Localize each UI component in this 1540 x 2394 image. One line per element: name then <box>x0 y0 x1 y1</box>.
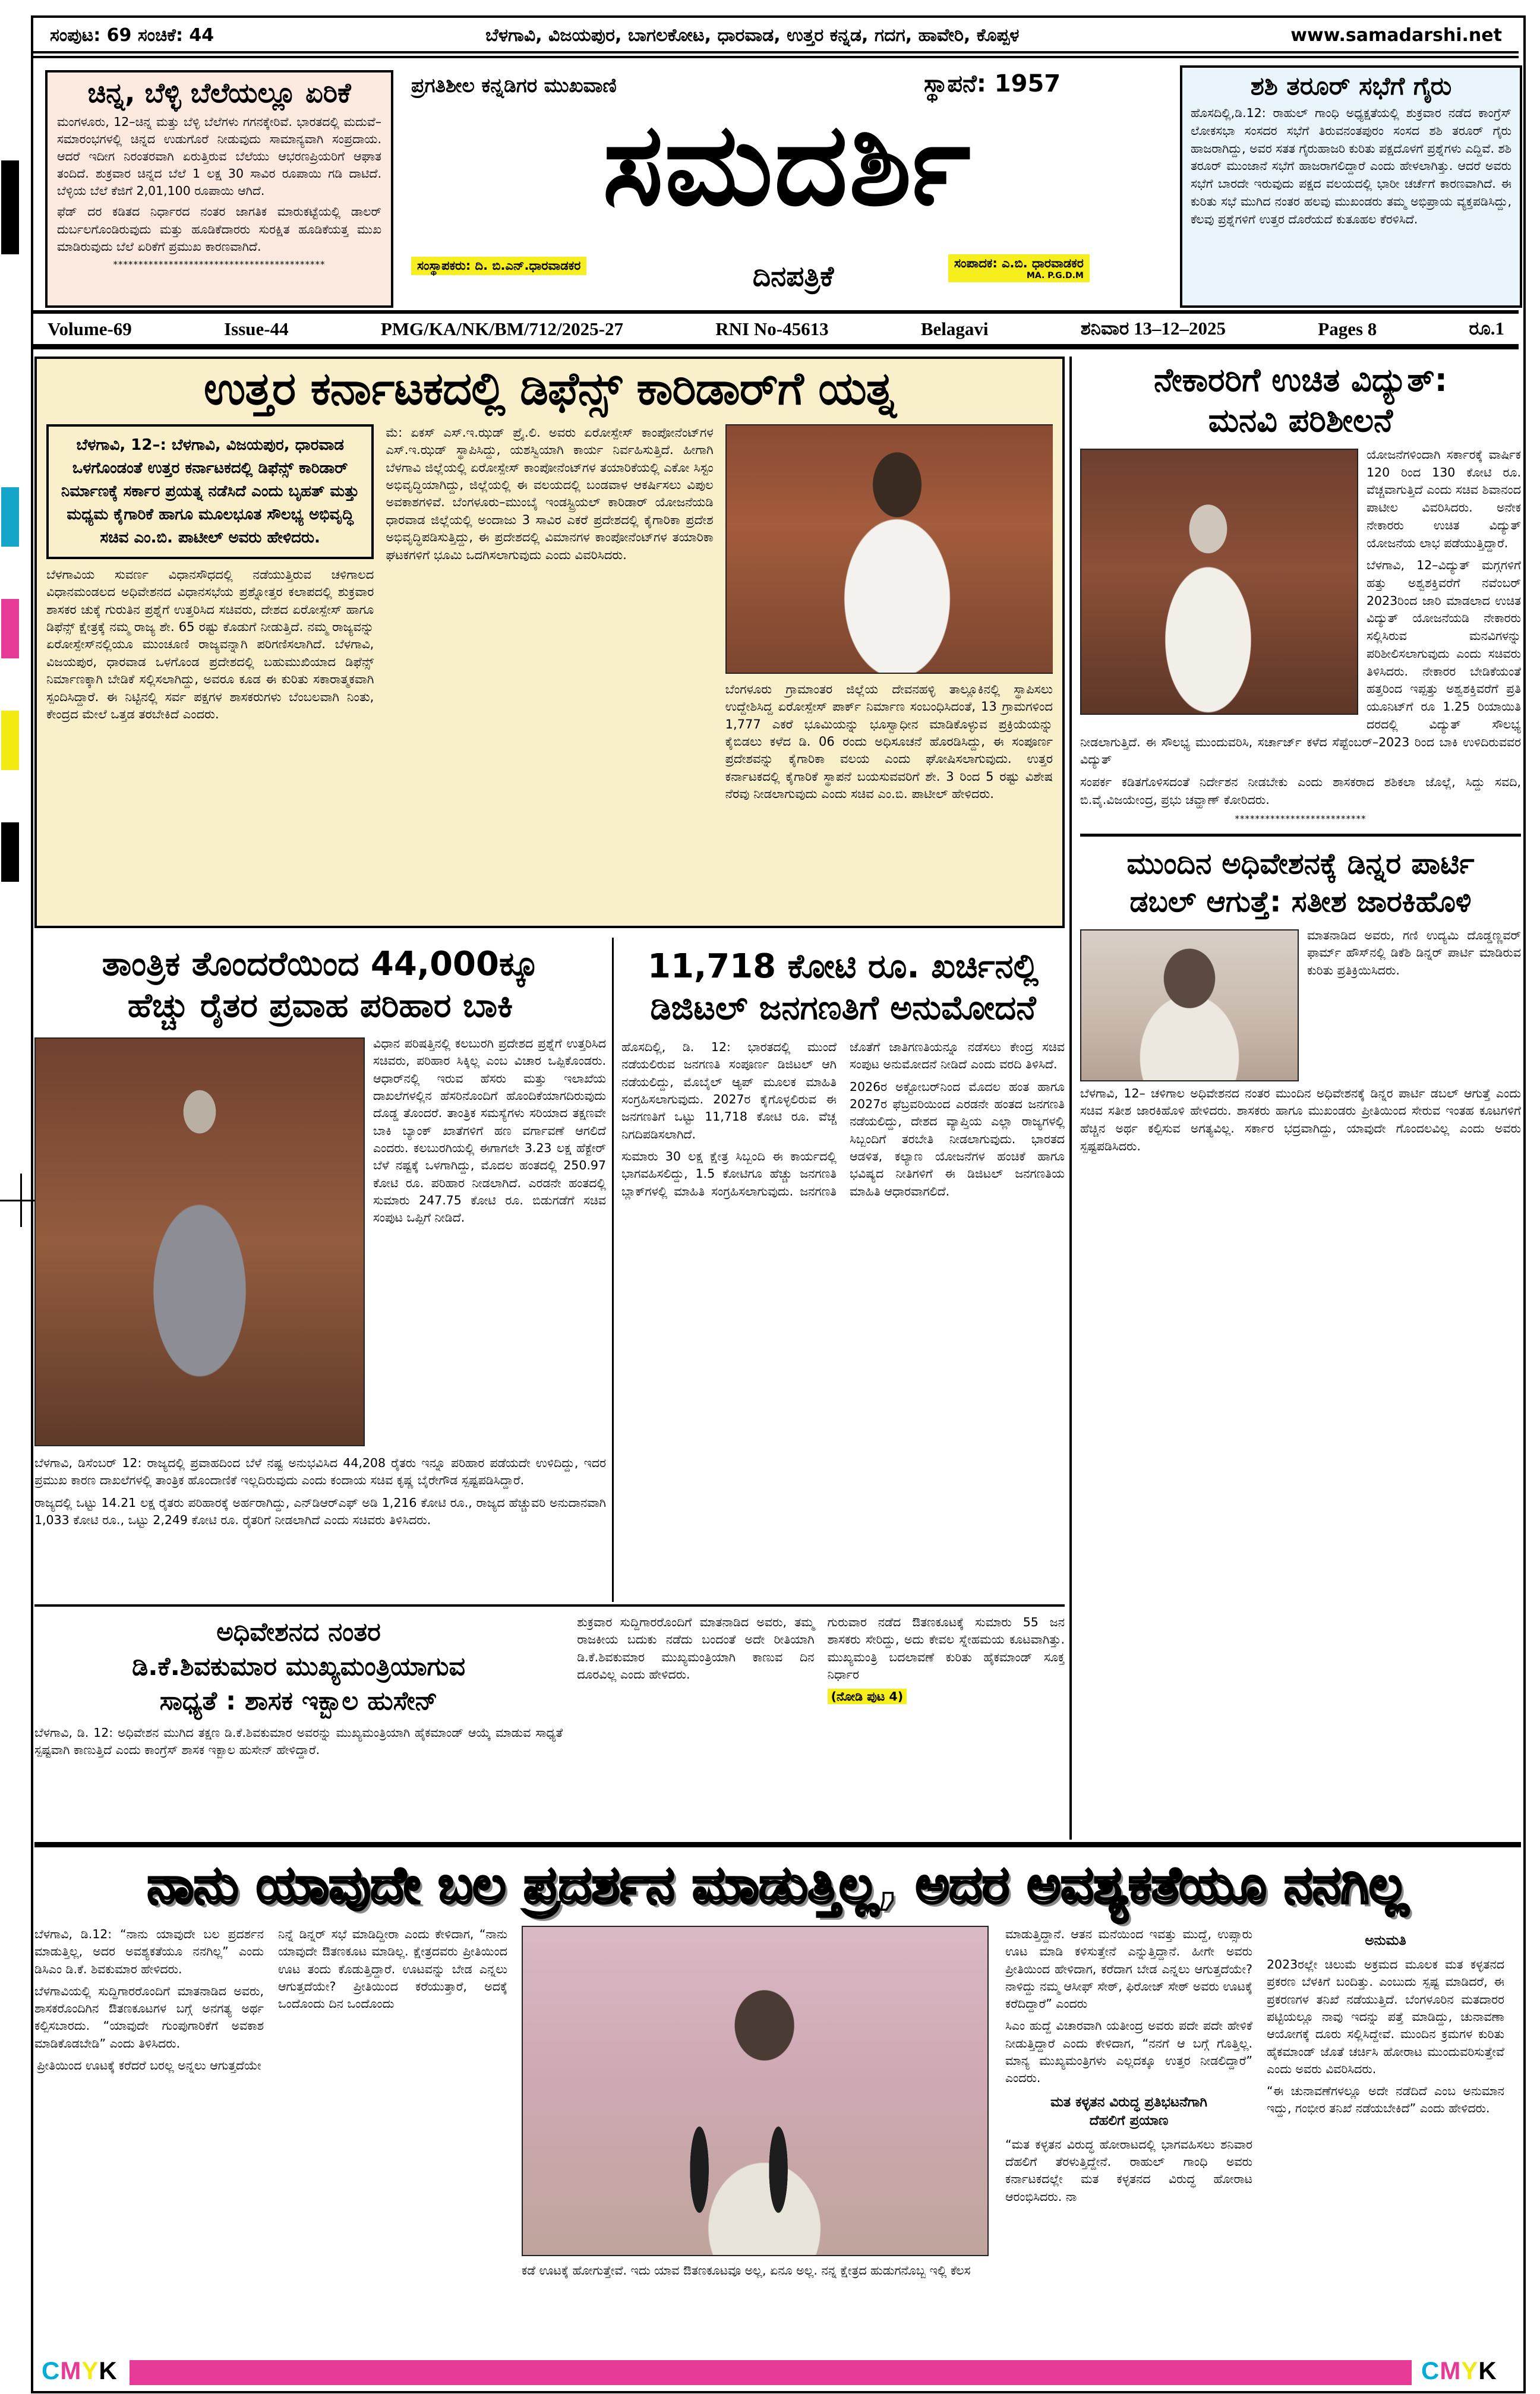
registration-mark-yellow <box>1 711 19 770</box>
right-column <box>1069 357 1521 1840</box>
continuation-note[interactable]: (ನೋಡಿ ಪುಟ 4) <box>828 1689 907 1704</box>
farmers-p2: ರಾಜ್ಯದಲ್ಲಿ ಒಟ್ಟು 14.21 ಲಕ್ಷ ರೈತರು ಪರಿಹಾರಕ್ಕೆ ಅರ್ಹರಾಗಿದ್ದು, ಎನ್‌ಡಿಆರ್‌ಎಫ್ ಅಡಿ 1,216 ಕೋಟಿ ರೂ., ರಾಜ್ಯದ ಹೆಚ್ಚುವರಿ ಅನುದಾನವಾಗಿ 1,033 ಕೋಟಿ ರೂ., ಒಟ್ಟು 2,249 ಕೋಟಿ ರೂ. ರೈತರಿಗೆ ನೀಡಲಾಗಿದೆ ಎಂದು ಸಚಿವರು ತಿಳಿಸಿದರು. <box>34 1495 606 1527</box>
tharoor-headline: ಶಶಿ ತರೂರ್ ಸಭೆಗೆ ಗೈರು <box>1250 71 1452 100</box>
weavers-side-text: ಯೋಜನೆಗಳಿಂದಾಗಿ ಸರ್ಕಾರಕ್ಕೆ ವಾರ್ಷಿಕ 120 ರಿಂದ 130 ಕೋಟಿ ರೂ. ವೆಚ್ಚವಾಗುತ್ತಿದೆ ಎಂದು ಸಚಿವ ಶಿವಾನಂದ ಪಾಟೀಲ ವಿವರಿಸಿದರು. ಅನೇಕ ನೇಕಾರರು ಉಚಿತ ವಿದ್ಯುತ್ ಯೋಜನೆಯ ಲಾಭ ಪಡೆಯುತ್ತಿದ್ದಾರೆ. <box>1367 447 1521 550</box>
registration-mark-magenta <box>1 599 19 658</box>
dks-statement-story <box>34 1852 1521 2354</box>
bottom-column-2: ನಿನ್ನೆ ಡಿನ್ನರ್ ಸಭೆ ಮಾಡಿದ್ದೀರಾ ಎಂದು ಕೇಳಿದಾಗ, “ನಾನು ಯಾವುದೇ ಔತಣಕೂಟ ಮಾಡಿಲ್ಲ. ಕ್ಷೇತ್ರದವರು ಪ್ರೀತಿಯಿಂದ ಊಟ ತಂದು ಕೊಡುತ್ತಿದ್ದಾರೆ. ಊಟವನ್ನು ಬೇಡ ಎನ್ನಲು ಆಗುತ್ತದೆಯೇ? ಪ್ರೀತಿಯಿಂದ ಕರೆಯುತ್ತಾರೆ, ಅದಕ್ಕೆ ಒಂದೊಂದು ದಿನ ಒಂದೊಂದು <box>278 1926 507 2011</box>
census-p3: 2026ರ ಅಕ್ಟೋಬರ್‌ನಿಂದ ಮೊದಲ ಹಂತ ಹಾಗೂ 2027ರ ಫೆಬ್ರವರಿಯಿಂದ ಎರಡನೇ ಹಂತದ ಜನಗಣತಿ ನಡೆಯಲಿದ್ದು, ದೇಶದ ವ್ಯಾಪ್ತಿಯ ಎಲ್ಲಾ ರಾಜ್ಯಗಳಲ್ಲಿ ಸಿಬ್ಬಂದಿಗೆ ತರಬೇತಿ ನೀಡಲಾಗುವುದು. ಭಾರತದ ಆಡಳಿತ, ಕಲ್ಯಾಣ ಯೋಜನೆಗಳ ಹಂಚಿಕೆ ಹಾಗೂ ಭವಿಷ್ಯದ ನೀತಿಗಳಿಗೆ ಈ ಡಿಜಿಟಲ್ ಜನಗಣತಿಯ ಮಾಹಿತಿ ಆಧಾರವಾಗಲಿದೆ. <box>850 1079 1065 1198</box>
masthead-subtitle: ದಿನಪತ್ರಿಕೆ <box>752 260 834 293</box>
photo-minister-assembly <box>1080 449 1358 715</box>
defence-corridor-story <box>34 357 1065 928</box>
census-p2: ಸುಮಾರು 30 ಲಕ್ಷ ಕ್ಷೇತ್ರ ಸಿಬ್ಬಂದಿ ಈ ಕಾರ್ಯದಲ್ಲಿ ಭಾಗವಹಿಸಲಿದ್ದು, 1.5 ಕೋಟಿಗೂ ಹೆಚ್ಚು ಜನಗಣತಿ ಬ್ಲಾಕ್‌ಗಳಲ್ಲಿ ಮಾಹಿತಿ ಸಂಗ್ರಹಿಸಲಾಗುವುದು. ಜನಗಣತಿ ಜೊತೆಗೆ ಜಾತಿಗಣತಿಯನ್ನೂ ನಡೆಸಲು ಕೇಂದ್ರ ಸಚಿವ ಸಂಪುಟ ಅನುಮೋದನೆ ನೀಡಿದೆ ಎಂದು ವರದಿ ತಿಳಿಸಿದೆ. <box>621 1040 1065 1198</box>
photo-krishna-byregowda <box>34 1037 365 1446</box>
editor-label <box>948 254 1090 282</box>
bottom-photo-block <box>522 1926 991 2301</box>
districts-list: ಬೆಳಗಾವಿ, ವಿಜಯಪುರ, ಬಾಗಲಕೋಟ, ಧಾರವಾಡ, ಉತ್ತರ ಕನ್ನಡ, ಗದಗ, ಹಾವೇರಿ, ಕೊಪ್ಪಳ <box>485 24 1020 46</box>
dks-p1: ಬೆಳಗಾವಿ, ಡಿ. 12: ಅಧಿವೇಶನ ಮುಗಿದ ತಕ್ಷಣ ಡಿ.ಕೆ.ಶಿವಕುಮಾರ ಅವರನ್ನು ಮುಖ್ಯಮಂತ್ರಿಯಾಗಿ ಹೈಕಮಾಂಡ್ ಆಯ್ಕೆ ಮಾಡುವ ಸಾಧ್ಯತೆ ಸ್ಪಷ್ಟವಾಗಿ ಕಾಣುತ್ತಿದೆ ಎಂದು ಕಾಂಗ್ರೆಸ್ ಶಾಸಕ ಇಕ್ಬಾಲ ಹುಸೇನ್ ಹೇಳಿದ್ದಾರೆ. <box>34 1726 563 1758</box>
volume: Volume-69 <box>48 318 132 339</box>
defence-headline: ಉತ್ತರ ಕರ್ನಾಟಕದಲ್ಲಿ ಡಿಫೆನ್ಸ್ ಕಾರಿಡಾರ್‌ಗೆ ಯತ್ನ <box>203 362 896 415</box>
dks-cm-story <box>34 1604 1065 1840</box>
farmers-headline: ತಾಂತ್ರಿಕ ತೊಂದರೆಯಿಂದ 44,000ಕ್ಕೂ ಹೆಚ್ಚು ರೈತರ ಪ್ರವಾಹ ಪರಿಹಾರ ಬಾಕಿ <box>102 945 539 1025</box>
census-headline: 11,718 ಕೋಟಿ ರೂ. ಖರ್ಚಿನಲ್ಲಿ ಡಿಜಿಟಲ್ ಜನಗಣತಿಗೆ ಅನುಮೋದನೆ <box>648 947 1039 1027</box>
cmyk-mark-left: CMYK <box>42 2357 118 2384</box>
heavy-rule <box>34 1842 1521 1847</box>
gold-story-headline: ಚಿನ್ನ, ಬೆಳ್ಳಿ ಬೆಲೆಯಲ್ಲೂ ಏರಿಕೆ <box>87 77 351 109</box>
census-p1: ಹೊಸದಿಲ್ಲಿ, ಡಿ. 12: ಭಾರತದಲ್ಲಿ ಮುಂದೆ ನಡೆಯಲಿರುವ ಜನಗಣತಿ ಸಂಪೂರ್ಣ ಡಿಜಿಟಲ್ ಆಗಿ ನಡೆಯಲಿದ್ದು, ಮೊಬೈಲ್ ಆ್ಯಪ್ ಮೂಲಕ ಮಾಹಿತಿ ಸಂಗ್ರಹಿಸಲಾಗುವುದು. 2027ರ ಕೈಗೊಳ್ಳಲಿರುವ ಈ ಜನಗಣತಿಗೆ ಒಟ್ಟು 11,718 ಕೋಟಿ ರೂ. ವೆಚ್ಚ ನಿಗದಿಪಡಿಸಲಾಗಿದೆ. <box>621 1040 837 1141</box>
dks-p2: ಶುಕ್ರವಾರ ಸುದ್ದಿಗಾರರೊಂದಿಗೆ ಮಾತನಾಡಿದ ಅವರು, ತಮ್ಮ ರಾಜಕೀಯ ಬದುಕು ನಡೆದು ಬಂದಂತೆ ಅದೇ ರೀತಿಯಾಗಿ ಡಿ.ಕೆ.ಶಿವಕುಮಾರ ಮುಖ್ಯಮಂತ್ರಿಯಾಗಿ ಕಾಣುವ ದಿನ ದೂರವಿಲ್ಲ ಎಂದು ಹೇಳಿದರು. <box>577 1615 815 1682</box>
photo-mb-patil-assembly <box>725 424 1053 674</box>
dks-headline: ಅಧಿವೇಶನದ ನಂತರ ಡಿ.ಕೆ.ಶಿವಕುಮಾರ ಮುಖ್ಯಮಂತ್ರಿಯಾಗುವ ಸಾಧ್ಯತೆ : ಶಾಸಕ ಇಕ್ಬಾಲ ಹುಸೇನ್ <box>132 1617 466 1717</box>
date: ಶನಿವಾರ 13–12–2025 <box>1080 318 1226 339</box>
separator-stars: ************************** <box>1235 813 1367 825</box>
horizontal-rule <box>1080 834 1521 837</box>
permission-subhead: ಅನುಮತಿ <box>1365 1932 1406 1948</box>
photo-satish-jarkiholi <box>1080 929 1299 1081</box>
cmyk-mark-right: CMYK <box>1421 2357 1497 2384</box>
publication-info-bar <box>33 310 1519 349</box>
defence-col1-text: ಬೆಳಗಾವಿಯ ಸುವರ್ಣ ವಿಧಾನಸೌಧದಲ್ಲಿ ನಡೆಯುತ್ತಿರುವ ಚಳಿಗಾಲದ ವಿಧಾನಮಂಡಲದ ಅಧಿವೇಶನದ ವಿಧಾನಸಭೆಯ ಪ್ರಶ್ನೋತ್ತರ ಕಲಾಪದಲ್ಲಿ ಶುಕ್ರವಾರ ಶಾಸಕರ ಚುಕ್ಕೆ ಗುರುತಿನ ಪ್ರಶ್ನೆಗೆ ಉತ್ತರಿಸಿದ ಸಚಿವರು, ದೇಶದ ಏರೋಸ್ಪೇಸ್ ಹಾಗೂ ಡಿಫೆನ್ಸ್ ಕ್ಷೇತ್ರಕ್ಕೆ ನಮ್ಮ ರಾಜ್ಯ ಶೇ. 65 ರಷ್ಟು ಕೊಡುಗೆ ನೀಡುತ್ತಿದೆ. ನಮ್ಮ ರಾಜ್ಯವನ್ನು ಏರೋಸ್ಪೇಸ್‌ನಲ್ಲಿಯೂ ಮುಂಚೂಣಿ ರಾಜ್ಯವನ್ನಾಗಿ ಪರಿಗಣಿಸಲಾಗಿದೆ. ಬೆಳಗಾವಿ, ವಿಜಯಪುರ, ಧಾರವಾಡ ಒಳಗೊಂಡ ಪ್ರದೇಶದಲ್ಲಿ ಬಹುಮುಖಿಯಾದ ಡಿಫೆನ್ಸ್ ನಿರ್ಮಾಣಕ್ಕಾಗಿ ಬೇಡಿಕೆ ಸಲ್ಲಿಸಲಾಗಿದ್ದು, ಅವರೂ ಕೂಡ ಈ ಕುರಿತು ಸಕಾರಾತ್ಮಕವಾಗಿ ಸ್ಪಂದಿಸಿದ್ದಾರೆ. ಈ ನಿಟ್ಟಿನಲ್ಲಿ ಸರ್ವ ಪಕ್ಷಗಳ ಶಾಸಕರುಗಳು ಬೆಂಬಲವಾಗಿ ನಿಂತು, ಕೇಂದ್ರದ ಮೇಲೆ ಒತ್ತಡ ತರಬೇಕಿದೆ ಎಂದರು. <box>46 567 374 721</box>
dinner-headline: ಮುಂದಿನ ಅಧಿವೇಶನಕ್ಕೆ ಡಿನ್ನರ ಪಾರ್ಟಿ ಡಬಲ್ ಆಗುತ್ತೆ: ಸತೀಶ ಜಾರಕಿಹೊಳಿ <box>1126 847 1475 919</box>
tharoor-body: ಹೊಸದಿಲ್ಲಿ,ಡಿ.12: ರಾಹುಲ್ ಗಾಂಧಿ ಅಧ್ಯಕ್ಷತೆಯಲ್ಲಿ ಶುಕ್ರವಾರ ನಡೆದ ಕಾಂಗ್ರೆಸ್ ಲೋಕಸಭಾ ಸಂಸದರ ಸಭೆಗೆ ತಿರುವನಂತಪುರಂ ಸಂಸದ ಶಶಿ ತರೂರ್ ಗೈರು ಹಾಜರಾಗಿದ್ದು, ಅವರ ಸತತ ಗೈರುಹಾಜರಿ ಕುರಿತು ಪಕ್ಷದೊಳಗೆ ಪ್ರಶ್ನೆಗಳು ಎದ್ದಿವೆ. ಶಶಿ ತರೂರ್ ಮುಂಜಾನೆ ಸಭೆಗೆ ಹಾಜರಾಗಲಿದ್ದಾರೆ ಎಂದು ಹೇಳಲಾಗಿತ್ತು. ಆದರೆ ಅವರು ಸಭೆಗೆ ಬಾರದೇ ಇರುವುದು ಪಕ್ಷದ ವಲಯದಲ್ಲಿ ಭಾರೀ ಚರ್ಚೆಗೆ ಕಾರಣವಾಗಿದೆ. ಈ ಕುರಿತು ಸಭೆ ಮುಗಿದ ನಂತರ ಹಲವು ಮುಖಂಡರು ತಮ್ಮ ಅಭಿಪ್ರಾಯ ವ್ಯಕ್ತಪಡಿಸಿದ್ದು, ಕೆಲವು ಪ್ರಶ್ನೆಗಳಿಗೆ ಉತ್ತರ ದೊರೆಯದೆ ಕುತೂಹಲ ಕೆರಳಿಸಿದೆ. <box>1191 106 1511 226</box>
digital-census-story <box>621 938 1065 1602</box>
defence-column-1 <box>46 424 374 883</box>
newspaper-logo: ಸಮದರ್ಶಿ <box>602 99 972 231</box>
dks-p3: ಗುರುವಾರ ನಡೆದ ಔತಣಕೂಟಕ್ಕೆ ಸುಮಾರು 55 ಜನ ಶಾಸಕರು ಸೇರಿದ್ದು, ಅದು ಕೇವಲ ಸ್ನೇಹಮಯ ಕೂಟವಾಗಿತ್ತು. ಮುಖ್ಯಮಂತ್ರಿ ಬದಲಾವಣೆ ಕುರಿತು ಹೈಕಮಾಂಡ್ ಸೂಕ್ತ ನಿರ್ಧಾರ <box>827 1615 1065 1682</box>
photo-below-text: ಕಡೆ ಊಟಕ್ಕೆ ಹೋಗುತ್ತೇವೆ. ಇದು ಯಾವ ಔತಣಕೂಟವೂ ಅಲ್ಲ, ಏನೂ ಅಲ್ಲ. ನನ್ನ ಕ್ಷೇತ್ರದ ಹುಡುಗನೊಬ್ಬ ಇಲ್ಲಿ ಕೆಲಸ <box>522 2263 971 2278</box>
rni-number: RNI No-45613 <box>715 318 829 339</box>
dks-body-columns <box>577 1614 1065 1840</box>
founder-label: ಸಂಸ್ಥಾಪಕರು: ದಿ. ಬಿ.ಎನ್.ಧಾರವಾಡಕರ <box>411 257 586 275</box>
website-url[interactable]: www.samadarshi.net <box>1290 24 1502 46</box>
census-body <box>621 1039 1065 1556</box>
masthead-tagline: ಪ್ರಗತಿಶೀಲ ಕನ್ನಡಿಗರ ಮುಖವಾಣಿ <box>411 74 617 97</box>
place: Belagavi <box>920 318 989 339</box>
dks-headline-block <box>34 1614 563 1840</box>
magenta-print-bar <box>130 2360 1412 2385</box>
column-divider <box>612 938 614 1602</box>
farmers-side-text: ವಿಧಾನ ಪರಿಷತ್ತಿನಲ್ಲಿ ಕಲಬುರಗಿ ಪ್ರದೇಶದ ಪ್ರಶ್ನೆಗೆ ಉತ್ತರಿಸಿದ ಸಚಿವರು, ಪರಿಹಾರ ಸಿಕ್ಕಿಲ್ಲ ಎಂಬ ವಿಚಾರ ಒಪ್ಪಿಕೊಂಡರು. ಆಧಾರ್‌ನಲ್ಲಿ ಇರುವ ಹೆಸರು ಮತ್ತು ಇಲಾಖೆಯ ದಾಖಲೆಗಳಲ್ಲಿನ ಹೆಸರಿನೊಂದಿಗೆ ಹೊಂದಿಕೆಯಾಗದಿರುವುದು ದೊಡ್ಡ ತೊಂದರೆ. ತಾಂತ್ರಿಕ ಸಮಸ್ಯೆಗಳು ಸರಿಯಾದ ತಕ್ಷಣವೇ ಬಾಕಿ ಬ್ಯಾಂಕ್ ಖಾತೆಗಳಿಗೆ ಹಣ ವರ್ಗಾವಣೆ ಆಗಲಿದೆ ಎಂದರು. ಕಲಬುರಗಿಯಲ್ಲಿ ಈಗಾಗಲೇ 3.23 ಲಕ್ಷ ಹೆಕ್ಟೇರ್ ಬೆಳೆ ನಷ್ಟಕ್ಕೆ ಒಳಗಾಗಿದ್ದು, ಮೊದಲ ಹಂತದಲ್ಲಿ 250.97 ಕೋಟಿ ರೂ. ಪರಿಹಾರ ನೀಡಲಾಗಿದೆ. ಎರಡನೇ ಹಂತದಲ್ಲಿ ಸುಮಾರು 247.75 ಕೋಟಿ ರೂ. ಬಿಡುಗಡೆಗೆ ಸಚಿವ ಸಂಪುಟ ಒಪ್ಪಿಗೆ ನೀಡಿದೆ. <box>373 1036 606 1225</box>
issue: Issue-44 <box>224 318 289 339</box>
bottom-headline: ನಾನು ಯಾವುದೇ ಬಲ ಪ್ರದರ್ಶನ ಮಾಡುತ್ತಿಲ್ಲ, ಅದರ ಅವಶ್ಯಕತೆಯೂ ನನಗಿಲ್ಲ <box>147 1856 1409 1915</box>
editor-name: ಸಂಪಾದಕ: ಎ.ಬಿ. ಧಾರವಾಡಕರ <box>954 256 1084 270</box>
farmers-compensation-story <box>34 938 606 1602</box>
bottom-column-1: ಬೆಳಗಾವಿ, ಡಿ.12: “ನಾನು ಯಾವುದೇ ಬಲ ಪ್ರದರ್ಶನ ಮಾಡುತ್ತಿಲ್ಲ, ಅದರ ಅವಶ್ಯಕತೆಯೂ ನನಗಿಲ್ಲ” ಎಂದು ಡಿಸಿಎಂ ಡಿ.ಕೆ. ಶಿವಕುಮಾರ ಹೇಳಿದರು. ಬೆಳಗಾವಿಯಲ್ಲಿ ಸುದ್ದಿಗಾರರೊಂದಿಗೆ ಮಾತನಾಡಿದ ಅವರು, ಶಾಸಕರೊಂದಿಗಿನ ಔತಣಕೂಟಗಳ ಬಗ್ಗೆ ಅನಗತ್ಯ ಅರ್ಥ ಕಲ್ಪಿಸಬಾರದು. “ಯಾವುದೇ ಗುಂಪುಗಾರಿಕೆಗೆ ಅವಕಾಶ ಮಾಡಿಕೊಡಬೇಡಿ” ಎಂದು ತಿಳಿಸಿದರು. ಪ್ರೀತಿಯಿಂದ ಊಟಕ್ಕೆ ಕರೆದರೆ ಬರಲ್ಲ ಅನ್ನಲು ಆಗುತ್ತದೆಯೇ <box>34 1926 264 2073</box>
weavers-body2: ಸಂಪರ್ಕ ಕಡಿತಗೊಳಿಸದಂತೆ ನಿರ್ದೇಶನ ನೀಡಬೇಕು ಎಂದು ಶಾಸಕರಾದ ಶಶಿಕಲಾ ಜೊಲ್ಲೆ, ಸಿದ್ದು ಸವದಿ, ಬಿ.ವೈ.ವಿಜಯೇಂದ್ರ, ಪ್ರಭು ಚವ್ಹಾಣ್ ಕೋರಿದರು. <box>1080 774 1521 807</box>
weavers-headline: ನೇಕಾರರಿಗೆ ಉಚಿತ ವಿದ್ಯುತ್: ಮನವಿ ಪರಿಶೀಲನೆ <box>1153 361 1448 439</box>
registration-mark-cyan <box>1 487 19 547</box>
editor-qualification: MA. P.G.D.M <box>1026 271 1084 280</box>
dinner-body1: ಮಾತನಾಡಿದ ಅವರು, ಗಣಿ ಉದ್ಯಮಿ ದೊಡ್ಡಣ್ಣವರ್ ಫಾರ್ಮ್ ಹೌಸ್‌ನಲ್ಲಿ ಡಿಕೆಶಿ ಡಿನ್ನರ್ ಪಾರ್ಟಿ ಮಾಡಿರುವ ಕುರಿತು ಪ್ರತಿಕ್ರಿಯಿಸಿದರು. <box>1307 928 1521 978</box>
defence-column-2 <box>386 424 713 883</box>
separator-stars: ****************************************** <box>113 258 326 270</box>
gold-story-paragraph: ಫೆಡ್ ದರ ಕಡಿತದ ನಿರ್ಧಾರದ ನಂತರ ಜಾಗತಿಕ ಮಾರುಕಟ್ಟೆಯಲ್ಲಿ ಡಾಲರ್ ದುರ್ಬಲಗೊಂಡಿರುವುದು ಮತ್ತು ಹೂಡಿಕೆದಾರರು ಸುರಕ್ಷಿತ ಹೂಡಿಕೆಯತ್ತ ಮುಖ ಮಾಡಿರುವುದು ಬೆಲೆ ಏರಿಕೆಗೆ ಪ್ರಮುಖ ಕಾರಣವಾಗಿದೆ. <box>57 204 381 254</box>
farmers-p1: ಬೆಳಗಾವಿ, ಡಿಸೆಂಬರ್ 12: ರಾಜ್ಯದಲ್ಲಿ ಪ್ರವಾಹದಿಂದ ಬೆಳೆ ನಷ್ಟ ಅನುಭವಿಸಿದ 44,208 ರೈತರು ಇನ್ನೂ ಪರಿಹಾರ ಪಡೆಯದೇ ಉಳಿದಿದ್ದು, ಇದರ ಪ್ರಮುಖ ಕಾರಣ ದಾಖಲೆಗಳಲ್ಲಿ ತಾಂತ್ರಿಕ ಹೊಂದಾಣಿಕೆ ಇಲ್ಲದಿರುವುದು ಎಂದು ಕಂದಾಯ ಸಚಿವ ಕೃಷ್ಣ ಬೈರೇಗೌಡ ಸ್ಪಷ್ಟಪಡಿಸಿದ್ದಾರೆ. <box>34 1456 606 1488</box>
defence-col3-text: ಬೆಂಗಳೂರು ಗ್ರಾಮಾಂತರ ಜಿಲ್ಲೆಯ ದೇವನಹಳ್ಳಿ ತಾಲ್ಲೂಕಿನಲ್ಲಿ ಸ್ಥಾಪಿಸಲು ಉದ್ದೇಶಿಸಿದ್ದ ಏರೋಸ್ಪೇಸ್ ಪಾರ್ಕ್ ನಿರ್ಮಾಣ ಸಂಬಂಧಿಸಿದಂತೆ, 13 ಗ್ರಾಮಗಳಿಂದ 1,777 ಎಕರೆ ಭೂಮಿಯನ್ನು ಭೂಸ್ವಾಧೀನ ಮಾಡಿಕೊಳ್ಳುವ ಪ್ರಕ್ರಿಯೆಯನ್ನು ಕೈಬಿಡಲು ಕಳೆದ ಡಿ. 06 ರಂದು ಅಧಿಸೂಚನೆ ಹೊರಡಿಸಿದ್ದು, ಈ ಸಂಪೂರ್ಣ ಪ್ರದೇಶವನ್ನು ಕೈಗಾರಿಕಾ ವಲಯ ಎಂದು ಘೋಷಿಸಲಾಗುವುದು. ಉತ್ತರ ಕರ್ನಾಟಕದಲ್ಲಿ ಕೈಗಾರಿಕೆ ಸ್ಥಾಪನೆ ಬಯಸುವವರಿಗೆ ಶೇ. 3 ರಿಂದ 5 ರಷ್ಟು ವಿಶೇಷ ನೆರವು ನೀಡಲಾಗುವುದು ಎಂದು ಸಚಿವ ಎಂ.ಬಿ. ಪಾಟೀಲ್ ಹೇಳಿದರು. <box>725 682 1053 802</box>
gold-story-paragraph: ಮಂಗಳೂರು, 12–ಚಿನ್ನ ಮತ್ತು ಬೆಳ್ಳಿ ಬೆಲೆಗಳು ಗಗನಕ್ಕೇರಿವೆ. ಭಾರತದಲ್ಲಿ ಮದುವೆ– ಸಮಾರಂಭಗಳಲ್ಲಿ ಚಿನ್ನದ ಉಡುಗೊರೆ ನೀಡುವುದು ಸಾಮಾನ್ಯವಾಗಿ ಸಂಪ್ರದಾಯ. ಆದರೆ ಇದೀಗ ನಿರಂತರವಾಗಿ ಏರುತ್ತಿರುವ ಬೆಲೆಯು ಆಭರಣಪ್ರಿಯರಿಗೆ ಆಘಾತ ತಂದಿದೆ. ಶುಕ್ರವಾರ ಚಿನ್ನದ ಬೆಲೆ 1 ಲಕ್ಷ 30 ಸಾವಿರ ರೂಪಾಯಿ ಗಡಿ ದಾಟಿದೆ. ಬೆಳ್ಳಿಯ ಬೆಲೆ ಕೆಜಿಗೆ 2,01,100 ರೂಪಾಯಿ ಆಗಿದೆ. <box>57 114 381 198</box>
registration-number: PMG/KA/NK/BM/712/2025-27 <box>380 318 623 339</box>
vote-theft-subhead: ಮತ ಕಳ್ಳತನ ವಿರುದ್ಧ ಪ್ರತಿಭಟನೆಗಾಗಿ ದೆಹಲಿಗೆ ಪ್ರಯಾಣ <box>1050 2094 1207 2128</box>
bottom-column-6: ಅನುಮತಿ 2023ರಲ್ಲೇ ಚಿಲುಮೆ ಅಕ್ರಮದ ಮೂಲಕ ಮತ ಕಳ್ಳತನದ ಪ್ರಕರಣ ಬೆಳಕಿಗೆ ಬಂದಿತ್ತು. ಎಂಬುದು ಸ್ಪಷ್ಟ ಮಾಡಿದರೆ, ಈ ಪ್ರಕರಣಗಳ ತನಿಖೆ ನಡೆಯುತ್ತಿದೆ. ಬೆಂಗಳೂರಿನ ಮತದಾರರ ಪಟ್ಟಿಯಲ್ಲೂ ನಾವು ಇದನ್ನು ಪತ್ತೆ ಮಾಡಿದ್ದು, ಚುನಾವಣಾ ಆಯೋಗಕ್ಕೆ ದೂರು ಸಲ್ಲಿಸಿದ್ದೇವೆ. ಮುಂದಿನ ಕ್ರಮಗಳ ಕುರಿತು ಹೈಕಮಾಂಡ್ ಜೊತೆ ಚರ್ಚಿಸಿ ಹೋರಾಟ ಮುಂದುವರಿಸುತ್ತೇವೆ ಎಂದು ಅವರು ವಿವರಿಸಿದರು. “ಈ ಚುನಾವಣೆಗಳಲ್ಲೂ ಅದೇ ನಡೆದಿದೆ ಎಂಬ ಅನುಮಾನ ಇದ್ದು, ಗಂಭೀರ ತನಿಖೆ ನಡೆಯಬೇಕಿದೆ” ಎಂದು ಹೇಳಿದರು. <box>1267 1932 1504 2116</box>
pages: Pages 8 <box>1318 318 1377 339</box>
bottom-column-5: ಮಾಡುತ್ತಿದ್ದಾನೆ. ಆತನ ಮನೆಯಿಂದ ಇವತ್ತು ಮುದ್ದೆ, ಉಪ್ಸಾರು ಊಟ ಮಾಡಿ ಕಳಿಸುತ್ತೇನೆ ಎನ್ನುತ್ತಿದ್ದಾನೆ. ಹೀಗೇ ಅವರು ಪ್ರೀತಿಯಿಂದ ಹೇಳಿದಾಗ, ಕರೆದಾಗ ಬೇಡ ಎನ್ನಲು ಆಗುತ್ತದೆಯೇ? ನಾಳಿದ್ದು ನಮ್ಮ ಆಸೀಫ್ ಸೇಠ್, ಫಿರೋಜ್ ಸೇಠ್ ಅವರು ಊಟಕ್ಕೆ ಕರೆದಿದ್ದಾರೆ” ಎಂದರು ಸಿಎಂ ಹುದ್ದೆ ವಿಚಾರವಾಗಿ ಯತೀಂದ್ರ ಅವರು ಪದೇ ಪದೇ ಹೇಳಿಕೆ ನೀಡುತ್ತಿದ್ದಾರೆ ಎಂದು ಕೇಳಿದಾಗ, “ನನಗೆ ಆ ಬಗ್ಗೆ ಗೊತ್ತಿಲ್ಲ. ಮಾನ್ಯ ಮುಖ್ಯಮಂತ್ರಿಗಳು ಎಲ್ಲದಕ್ಕೂ ಉತ್ತರ ನೀಡಲಿದ್ದಾರೆ” ಎಂದರು. ಮತ ಕಳ್ಳತನ ವಿರುದ್ಧ ಪ್ರತಿಭಟನೆಗಾಗಿ ದೆಹಲಿಗೆ ಪ್ರಯಾಣ “ಮತ ಕಳ್ಳತನ ವಿರುದ್ಧ ಹೋರಾಟದಲ್ಲಿ ಭಾಗವಹಿಸಲು ಶನಿವಾರ ದೆಹಲಿಗೆ ತೆರಳುತ್ತಿದ್ದೇನೆ. ರಾಹುಲ್ ಗಾಂಧಿ ಅವರು ಕರ್ನಾಟಕದಲ್ಲೇ ಮತ ಕಳ್ಳತನದ ವಿರುದ್ಧ ಹೋರಾಟ ಆರಂಭಿಸಿದರು. ನಾ <box>1005 1926 1252 2204</box>
price: ರೂ.1 <box>1469 318 1504 339</box>
top-header-strip <box>33 19 1519 58</box>
masthead-established: ಸ್ಥಾಪನೆ: 1957 <box>924 70 1061 97</box>
tharoor-story-box <box>1180 65 1522 308</box>
weavers-body1: ಬೆಳಗಾವಿ, 12–ವಿದ್ಯುತ್ ಮಗ್ಗಗಳಿಗೆ ಹತ್ತು ಅಶ್ವಶಕ್ತಿವರೆಗೆ ನವೆಂಬರ್ 2023ರಿಂದ ಜಾರಿ ಮಾಡಲಾದ ಉಚಿತ ವಿದ್ಯುತ್ ಯೋಜನೆಯಡಿ ನೇಕಾರರು ಸಲ್ಲಿಸಿರುವ ಮನವಿಗಳನ್ನು ಪರಿಶೀಲಿಸಲಾಗುವುದು ಎಂದು ಸಚಿವರು ತಿಳಿಸಿದರು. ನೇಕಾರರ ಬೇಡಿಕೆಯಂತೆ ಹತ್ತರಿಂದ ಇಪ್ಪತ್ತು ಅಶ್ವಶಕ್ತಿವರೆಗೆ ಪ್ರತಿ ಯೂನಿಟ್‌ಗೆ ರೂ 1.25 ರಿಯಾಯಿತಿ ದರದಲ್ಲಿ ವಿದ್ಯುತ್ ಸೌಲಭ್ಯ ನೀಡಲಾಗುತ್ತಿದೆ. ಈ ಸೌಲಭ್ಯ ಮುಂದುವರಿಸಿ, ಸರ್ಚಾರ್ಜ್ ಕಳೆದ ಸೆಪ್ಟೆಂಬರ್–2023 ರಿಂದ ಬಾಕಿ ಉಳಿದಿರುವವರ ವಿದ್ಯುತ್ <box>1080 558 1521 767</box>
defence-lead-box: ಬೆಳಗಾವಿ, 12–: ಬೆಳಗಾವಿ, ವಿಜಯಪುರ, ಧಾರವಾಡ ಒಳಗೊಂಡಂತೆ ಉತ್ತರ ಕರ್ನಾಟಕದಲ್ಲಿ ಡಿಫೆನ್ಸ್ ಕಾರಿಡಾರ್ ನಿರ್ಮಾಣಕ್ಕೆ ಸರ್ಕಾರ ಪ್ರಯತ್ನ ನಡೆಸಿದೆ ಎಂದು ಬೃಹತ್ ಮತ್ತು ಮಧ್ಯಮ ಕೈಗಾರಿಕೆ ಹಾಗೂ ಮೂಲಭೂತ ಸೌಲಭ್ಯ ಅಭಿವೃದ್ಧಿ ಸಚಿವ ಎಂ.ಬಿ. ಪಾಟೀಲ್ ಅವರು ಹೇಳಿದರು. <box>46 424 374 559</box>
edition-info: ಸಂಪುಟ: 69 ಸಂಚಿಕೆ: 44 <box>50 24 214 46</box>
gold-price-story-box <box>45 70 393 308</box>
registration-mark-black <box>1 160 19 254</box>
photo-dk-shivakumar-mics <box>522 1926 989 2256</box>
registration-mark-black2 <box>1 822 19 882</box>
defence-column-3 <box>725 424 1053 883</box>
defence-col2-text: ಮೆ: ಏಕಸ್ ಎಸ್.ಇ.ಝಡ್ ಪ್ರೈ.ಲಿ. ಅವರು ಏರೋಸ್ಪೇಸ್ ಕಾಂಪೋನೆಂಟ್‌ಗಳ ಎಸ್.ಇ.ಝಡ್ ಸ್ಥಾಪಿಸಿದ್ದು, ಯಶಸ್ವಿಯಾಗಿ ಕಾರ್ಯ ನಿರ್ವಹಿಸುತ್ತಿದೆ. ಹೀಗಾಗಿ ಬೆಳಗಾವಿ ಜಿಲ್ಲೆಯಲ್ಲಿ ಏರೋಸ್ಪೇಸ್ ಕಾಂಪೋನೆಂಟ್‌ಗಳ ತಯಾರಿಕೆಯಲ್ಲಿ ಎಕೋ ಸಿಸ್ಟಂ ಅಭಿವೃದ್ಧಿಯಾಗಿದ್ದು, ಜಿಲ್ಲೆಯಲ್ಲಿ ಈ ವಲಯದಲ್ಲಿ ಬಂಡವಾಳ ಆಕರ್ಷಿಸಲು ವಿಪುಲ ಅವಕಾಶಗಳಿವೆ. ಬೆಂಗಳೂರು–ಮುಂಬೈ ಇಂಡಸ್ಟ್ರಿಯಲ್ ಕಾರಿಡಾರ್ ಯೋಜನೆಯಡಿ ಧಾರವಾಡ ಜಿಲ್ಲೆಯಲ್ಲಿ ಅಂದಾಜು 3 ಸಾವಿರ ಎಕರೆ ಪ್ರದೇಶದಲ್ಲಿ ಕೈಗಾರಿಕಾ ಪ್ರದೇಶ ಅಭಿವೃದ್ಧಿಪಡಿಸುತ್ತಿದ್ದು, ಈ ಪ್ರದೇಶದಲ್ಲಿ ವಿಮಾನಗಳ ಕಾಂಪೋನೆಂಟ್‌ಗಳ ತಯಾರಿಕಾ ಘಟಕಗಳಿಗೆ ಭೂಮಿ ಒದಗಿಸಲಾಗುವುದು ಎಂದು ವಿವರಿಸಿದರು. <box>386 425 714 562</box>
dinner-body2: ಬೆಳಗಾವಿ, 12– ಚಳಿಗಾಲ ಅಧಿವೇಶನದ ನಂತರ ಮುಂದಿನ ಅಧಿವೇಶನಕ್ಕೆ ಡಿನ್ನರ ಪಾರ್ಟಿ ಡಬಲ್ ಆಗುತ್ತೆ ಎಂದು ಸಚಿವ ಸತೀಶ ಜಾರಕಿಹೊಳಿ ಹೇಳಿದರು. ಶಾಸಕರು ಹಾಗೂ ಮುಖಂಡರು ಪ್ರೀತಿಯಿಂದ ಸೇರುವ ಇಂತಹ ಕೂಟಗಳಿಗೆ ಹೆಚ್ಚಿನ ಅರ್ಥ ಕಲ್ಪಿಸುವ ಅಗತ್ಯವಿಲ್ಲ. ಸರ್ಕಾರ ಭದ್ರವಾಗಿದ್ದು, ಯಾವುದೇ ಗೊಂದಲವಿಲ್ಲ ಎಂದು ಅವರು ಸ್ಪಷ್ಟಪಡಿಸಿದರು. <box>1080 1086 1521 1153</box>
